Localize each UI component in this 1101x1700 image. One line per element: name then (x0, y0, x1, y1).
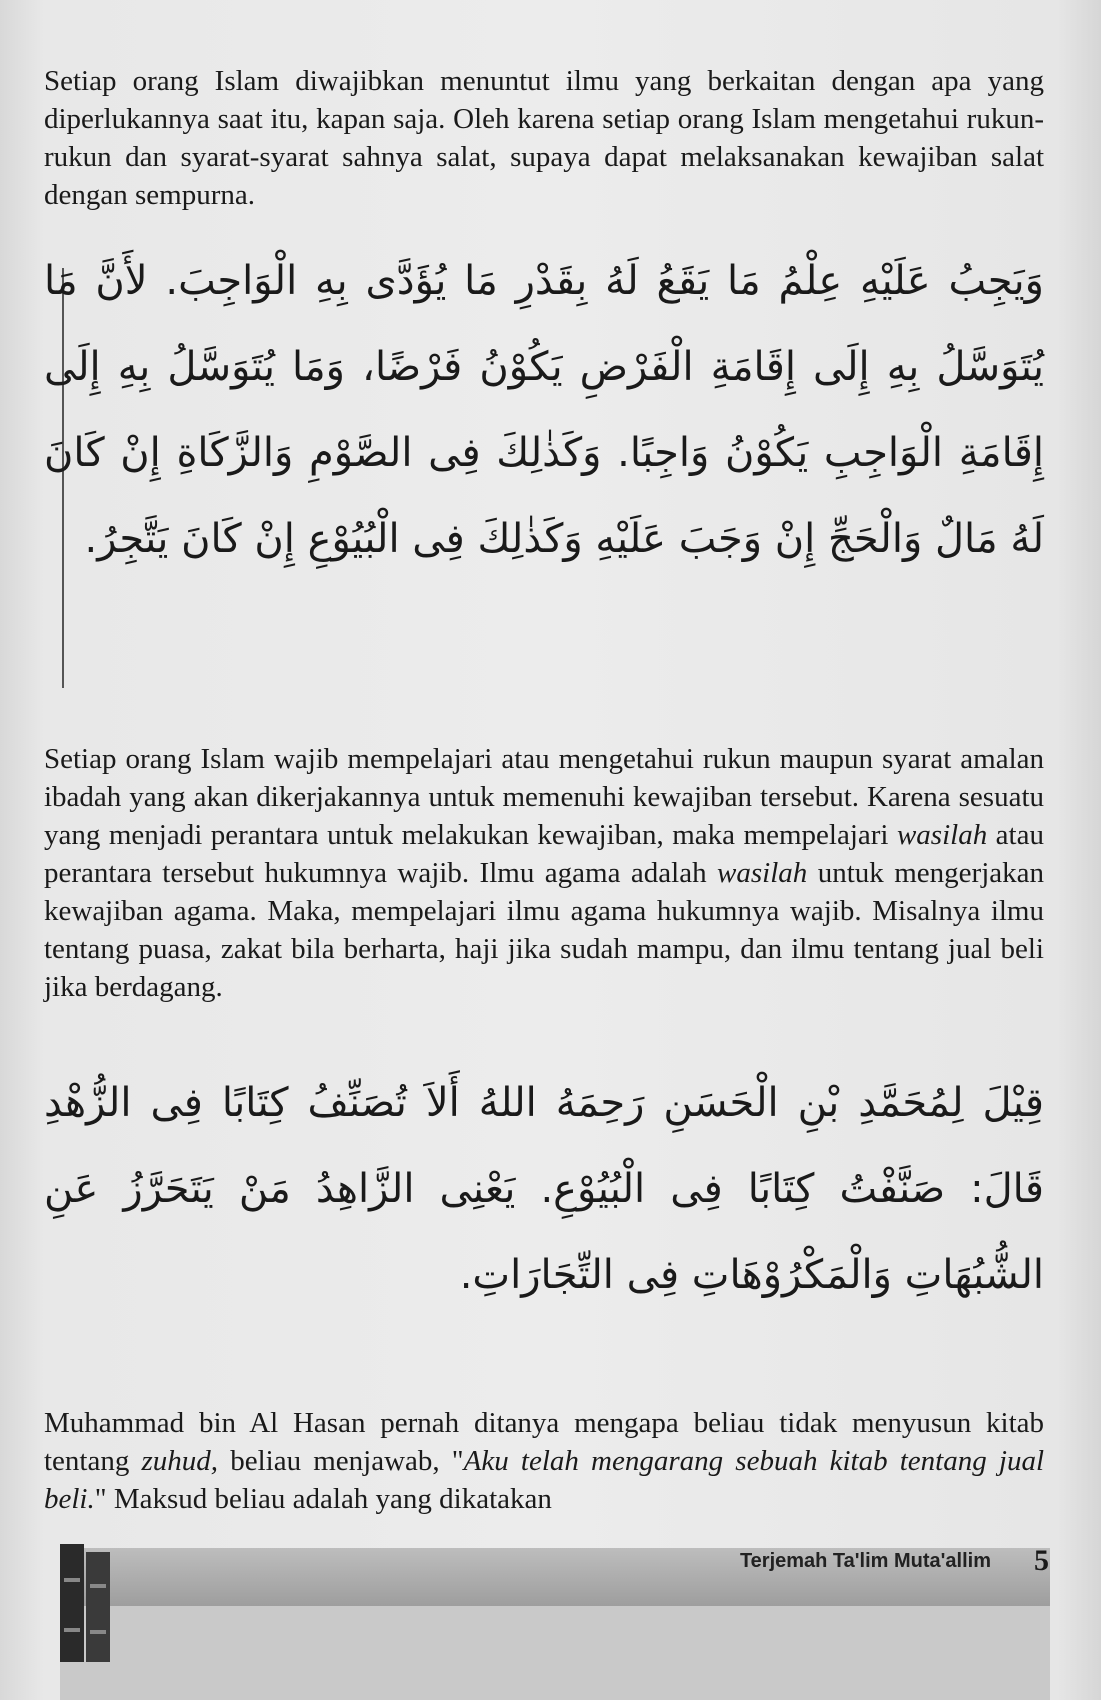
paragraph-3-part3: " Maksud beliau adalah yang dikatakan (94, 1483, 552, 1515)
paragraph-3-part2: beliau menjawab, " (218, 1445, 464, 1477)
paragraph-2-part3: untuk mengerjakan kewajiban agama. Maka, mempelajari ilmu agama hukumnya wajib. Misalnya ilmu tentang puasa, zakat bila berharta, haji jika sudah mampu, dan ilmu tentang jual beli jika berdagang. (44, 857, 1044, 1003)
arabic-text-1: وَيَجِبُ عَلَيْهِ عِلْمُ مَا يَقَعُ لَهُ بِقَدْرِ مَا يُؤَدَّى بِهِ الْوَاجِبَ. لأَنَّ مَا يُتَوَسَّلُ بِهِ إِلَى إِقَامَةِ الْفَرْضِ يَكُوْنُ فَرْضًا، وَمَا يُتَوَسَّلُ بِهِ إِلَى إِقَامَةِ الْوَاجِبِ يَكُوْنُ وَاجِبًا. وَكَذٰلِكَ فِى الصَّوْمِ وَالزَّكَاةِ إِنْ كَانَ لَهُ مَالٌ وَالْحَجِّ إِنْ وَجَبَ عَلَيْهِ وَكَذٰلِكَ فِى الْبُيُوْعِ إِنْ كَانَ يَتَّجِرُ. (44, 258, 1044, 562)
paragraph-3 (44, 1404, 1044, 1518)
paragraph-1: Setiap orang Islam diwajibkan menuntut ilmu yang berkaitan dengan apa yang diperlukannya saat itu, kapan saja. Oleh karena setiap orang Islam mengetahui rukun-rukun dan syarat-syarat sahnya salat, supaya dapat melaksanakan kewajiban salat dengan sempurna. (44, 65, 1044, 211)
paragraph-2-italic2: wasilah (717, 857, 808, 889)
page-number: 5 (1034, 1544, 1049, 1577)
book-title: Terjemah Ta'lim Muta'allim (739, 1550, 991, 1572)
paragraph-2-italic1: wasilah (896, 819, 988, 851)
paragraph-2 (44, 740, 1044, 1006)
paragraph-2-part1: Setiap orang Islam wajib mempelajari atau mengetahui rukun maupun syarat amalan ibadah yang akan dikerjakannya untuk memenuhi kewajiban tersebut. Karena sesuatu yang menjadi perantara untuk melakukan kewajiban, maka mempelajari (44, 743, 1044, 851)
paragraph-3-part1: Muhammad bin Al Hasan pernah ditanya mengapa beliau tidak menyusun kitab tentang (44, 1407, 1044, 1477)
arabic-text-2: قِيْلَ لِمُحَمَّدِ بْنِ الْحَسَنِ رَحِمَهُ اللهُ أَلاَ تُصَنِّفُ كِتَابًا فِى الزُّهْدِ قَالَ: صَنَّفْتُ كِتَابًا فِى الْبُيُوْعِ. يَعْنِى الزَّاهِدُ مَنْ يَتَحَرَّزُ عَنِ الشُّبُهَاتِ وَالْمَكْرُوْهَاتِ فِى التِّجَارَاتِ. (44, 1080, 1044, 1298)
paragraph-3-italic1: zuhud, (141, 1445, 219, 1477)
paragraph-3-italic2: Aku telah mengarang sebuah kitab tentang jual beli. (44, 1445, 1044, 1515)
paragraph-2-part2: atau perantara tersebut hukumnya wajib. Ilmu agama adalah (44, 819, 1044, 889)
footer-band (60, 1606, 1050, 1700)
books-icon (56, 1538, 116, 1668)
